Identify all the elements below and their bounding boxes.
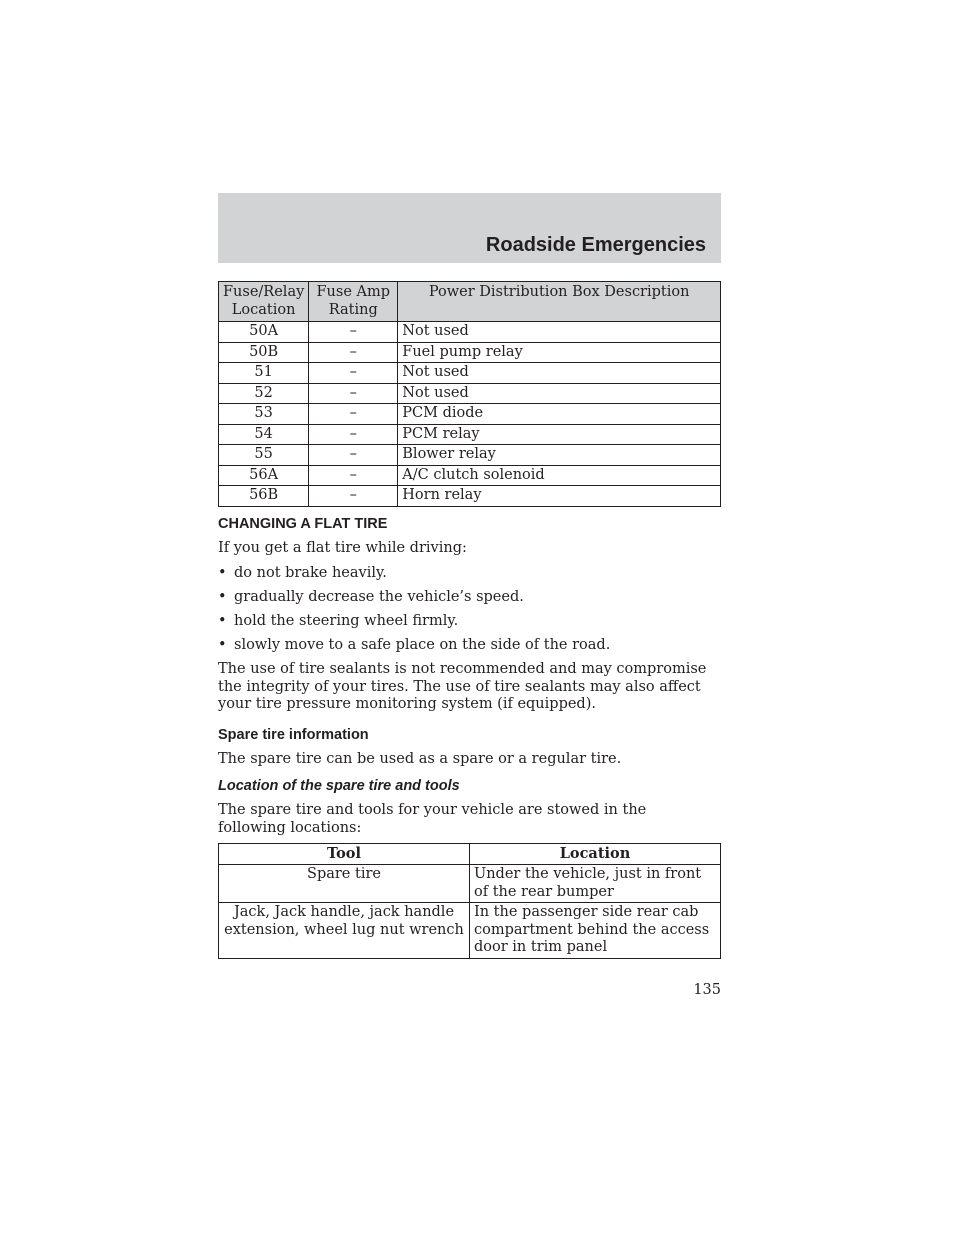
column-header: Tool: [219, 844, 470, 865]
table-row: [219, 363, 721, 384]
tools-table: [218, 843, 721, 959]
sealant-note: The use of tire sealants is not recommended and may compromise the integrity of your tires. The use of tire sealants may also affect your tire pressure monitoring system (if equipped).: [218, 661, 707, 712]
header-band: [218, 193, 721, 263]
table-row: [219, 903, 721, 959]
page-number: 135: [693, 982, 721, 998]
fuse-location: 55: [219, 445, 309, 466]
fuse-rating: –: [309, 383, 398, 404]
table-row: [219, 383, 721, 404]
table-row: [219, 424, 721, 445]
fuse-rating: –: [309, 404, 398, 425]
flat-tire-bullet-list: [218, 565, 718, 661]
fuse-description: Not used: [398, 383, 721, 404]
fuse-location: 52: [219, 383, 309, 404]
location-text: The spare tire and tools for your vehicle are stowed in the following locations:: [218, 802, 647, 836]
fuse-description: A/C clutch solenoid: [398, 465, 721, 486]
fuse-rating: –: [309, 322, 398, 343]
fuse-rating: –: [309, 445, 398, 466]
list-item-text: gradually decrease the vehicle’s speed.: [234, 589, 524, 605]
fuse-location: 54: [219, 424, 309, 445]
tool-name: Spare tire: [219, 865, 470, 903]
table-row: [219, 342, 721, 363]
tool-location: Under the vehicle, just in front of the rear bumper: [470, 865, 721, 903]
bullet-icon: •: [218, 613, 227, 629]
flat-tire-heading: CHANGING A FLAT TIRE: [218, 516, 388, 532]
fuse-location: 56A: [219, 465, 309, 486]
location-heading: Location of the spare tire and tools: [218, 778, 460, 794]
table-row: [219, 322, 721, 343]
list-item-text: slowly move to a safe place on the side of the road.: [234, 637, 611, 653]
section-title: Roadside Emergencies: [485, 234, 706, 256]
table-row: [219, 465, 721, 486]
tool-name: Jack, Jack handle, jack handle extension, wheel lug nut wrench: [219, 903, 470, 959]
fuse-table: [218, 281, 721, 507]
column-header: Location: [470, 844, 721, 865]
column-header: Power Distribution Box Description: [398, 282, 721, 322]
fuse-location: 56B: [219, 486, 309, 507]
tools-table-header-row: [219, 844, 721, 865]
fuse-rating: –: [309, 424, 398, 445]
fuse-rating: –: [309, 363, 398, 384]
spare-info-heading: Spare tire information: [218, 727, 369, 743]
table-row: [219, 404, 721, 425]
list-item: [218, 637, 718, 661]
fuse-location: 53: [219, 404, 309, 425]
table-row: [219, 486, 721, 507]
list-item: [218, 589, 718, 613]
fuse-description: Horn relay: [398, 486, 721, 507]
fuse-description: Blower relay: [398, 445, 721, 466]
bullet-icon: •: [218, 637, 227, 653]
fuse-description: Not used: [398, 363, 721, 384]
list-item-text: hold the steering wheel firmly.: [234, 613, 459, 629]
list-item: [218, 613, 718, 637]
bullet-icon: •: [218, 565, 227, 581]
fuse-location: 51: [219, 363, 309, 384]
fuse-description: PCM diode: [398, 404, 721, 425]
flat-tire-intro: If you get a flat tire while driving:: [218, 540, 467, 556]
list-item-text: do not brake heavily.: [234, 565, 387, 581]
fuse-description: Fuel pump relay: [398, 342, 721, 363]
spare-info-text: The spare tire can be used as a spare or a regular tire.: [218, 751, 622, 767]
fuse-description: Not used: [398, 322, 721, 343]
column-header: Fuse/Relay Location: [219, 282, 309, 322]
fuse-rating: –: [309, 342, 398, 363]
fuse-description: PCM relay: [398, 424, 721, 445]
bullet-icon: •: [218, 589, 227, 605]
fuse-rating: –: [309, 465, 398, 486]
tool-location: In the passenger side rear cab compartment behind the access door in trim panel: [470, 903, 721, 959]
list-item: [218, 565, 718, 589]
column-header: Fuse Amp Rating: [309, 282, 398, 322]
fuse-location: 50A: [219, 322, 309, 343]
table-row: [219, 445, 721, 466]
fuse-table-header-row: [219, 282, 721, 322]
fuse-location: 50B: [219, 342, 309, 363]
table-row: [219, 865, 721, 903]
fuse-rating: –: [309, 486, 398, 507]
